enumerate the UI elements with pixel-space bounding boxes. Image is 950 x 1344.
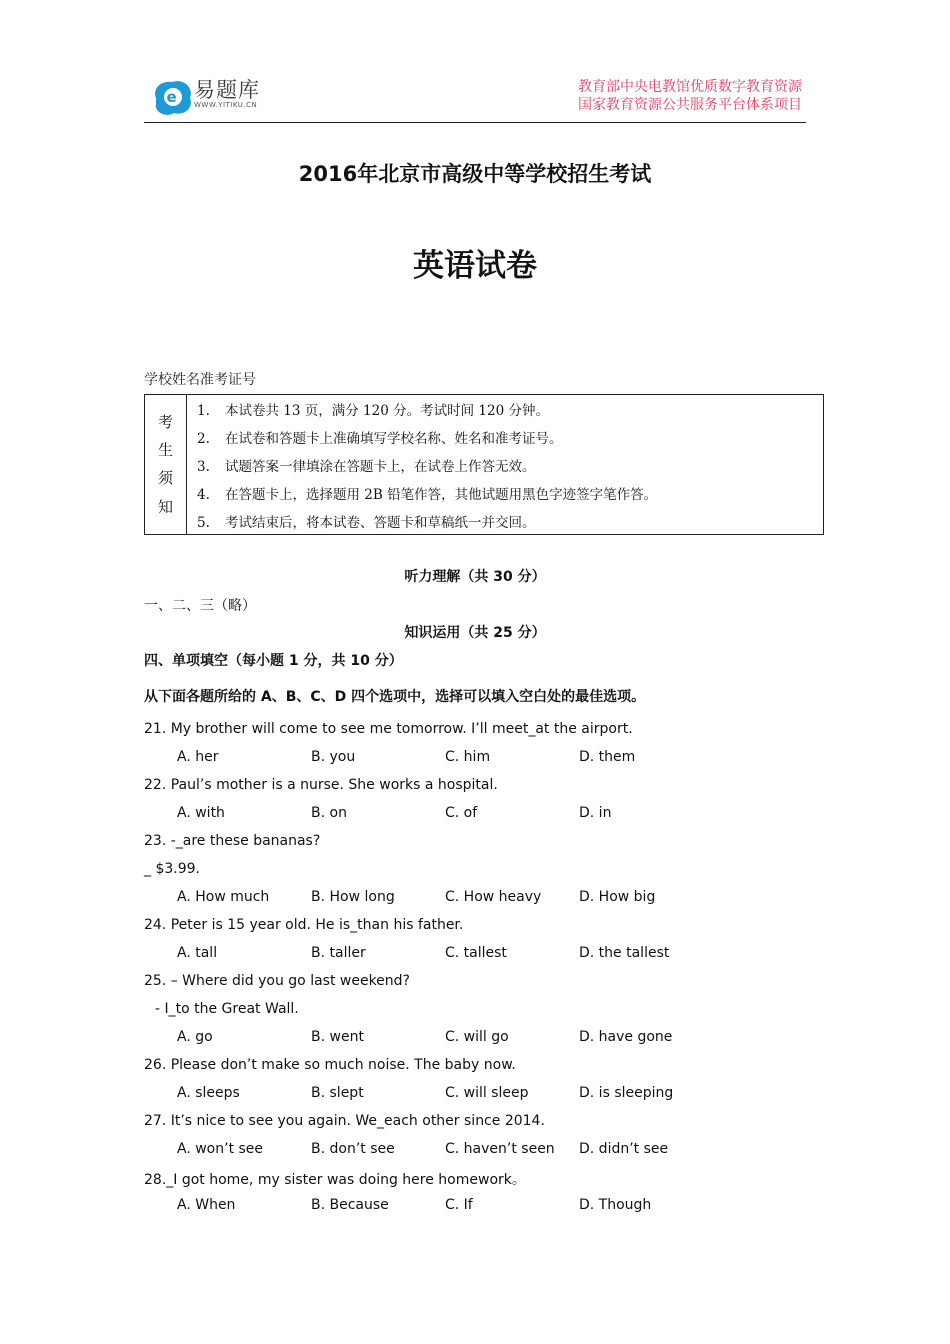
option-d: D. How big: [579, 889, 656, 905]
question-stem: 26. Please don’t make so much noise. The baby now.: [144, 1057, 516, 1073]
option-c: C. haven’t seen: [445, 1141, 555, 1157]
option-c: C. If: [445, 1197, 473, 1213]
option-b: B. on: [311, 805, 347, 821]
option-a: A. tall: [177, 945, 218, 961]
question-stem: 22. Paul’s mother is a nurse. She works a hospital.: [144, 777, 498, 793]
question-stem: 21. My brother will come to see me tomorrow. I’ll meet_at the airport.: [144, 721, 633, 737]
notice-num: 5.: [197, 515, 210, 531]
option-c: C. him: [445, 749, 491, 765]
option-c: C. How heavy: [445, 889, 542, 905]
notice-item: [197, 511, 536, 531]
notice-label: [145, 395, 187, 534]
exam-title: 2016年北京市高级中等学校招生考试: [298, 162, 652, 186]
section-omitted: 一、二、三（略）: [144, 598, 256, 614]
notice-item: [197, 455, 536, 475]
notice-text: 在答题卡上，选择题用 2B 铅笔作答，其他试题用黑色字迹签字笔作答。: [225, 487, 658, 503]
school-name-id-line: 学校姓名准考证号: [144, 372, 256, 388]
option-a: A. When: [177, 1197, 236, 1213]
notice-text: 本试卷共 13 页，满分 120 分。考试时间 120 分钟。: [225, 403, 549, 419]
part4-heading: 四、单项填空（每小题 1 分，共 10 分）: [144, 653, 403, 669]
page-header: [144, 70, 806, 123]
notice-text: 考试结束后，将本试卷、答题卡和草稿纸一并交回。: [225, 515, 536, 531]
option-a: A. with: [177, 805, 225, 821]
logo-url: WWW.YITIKU.CN: [194, 101, 258, 109]
option-b: B. you: [311, 749, 356, 765]
header-right-line1: 教育部中央电教馆优质数字教育资源: [578, 79, 802, 95]
option-a: A. her: [177, 749, 219, 765]
option-d: D. in: [579, 805, 612, 821]
option-c: C. will go: [445, 1029, 509, 1045]
header-right-line2: 国家教育资源公共服务平台体系项目: [578, 97, 802, 113]
paper-title: 英语试卷: [413, 248, 537, 284]
header-right-text: [578, 78, 802, 114]
notice-num: 1.: [197, 403, 210, 419]
notice-text: 在试卷和答题卡上准确填写学校名称、姓名和准考证号。: [225, 431, 563, 447]
option-c: C. of: [445, 805, 478, 821]
exam-notice-box: [144, 394, 824, 535]
option-b: B. don’t see: [311, 1141, 395, 1157]
option-d: D. didn’t see: [579, 1141, 669, 1157]
notice-num: 3.: [197, 459, 210, 475]
option-c: C. tallest: [445, 945, 507, 961]
notice-label-char: 考: [157, 413, 173, 431]
option-d: D. them: [579, 749, 636, 765]
option-d: D. have gone: [579, 1029, 673, 1045]
option-a: A. How much: [177, 889, 270, 905]
option-b: B. taller: [311, 945, 366, 961]
question-stem-reply: _ $3.99.: [144, 861, 200, 877]
option-a: A. won’t see: [177, 1141, 264, 1157]
notice-num: 2.: [197, 431, 210, 447]
notice-label-char: 知: [157, 498, 173, 516]
section-knowledge: 知识运用（共 25 分）: [404, 625, 546, 641]
option-a: A. sleeps: [177, 1085, 240, 1101]
notice-text: 试题答案一律填涂在答题卡上，在试卷上作答无效。: [225, 459, 536, 475]
option-b: B. Because: [311, 1197, 389, 1213]
question-stem: 28._I got home, my sister was doing here homework。: [144, 1172, 526, 1188]
question-stem: 24. Peter is 15 year old. He is_than his father.: [144, 917, 464, 933]
option-b: B. slept: [311, 1085, 364, 1101]
option-d: D. is sleeping: [579, 1085, 674, 1101]
question-stem-reply: - I_to the Great Wall.: [155, 1001, 299, 1017]
notice-item: [197, 483, 657, 503]
question-stem: 27. It’s nice to see you again. We_each other since 2014.: [144, 1113, 545, 1129]
option-a: A. go: [177, 1029, 213, 1045]
svg-text:e: e: [166, 88, 177, 106]
notice-label-char: 生: [157, 441, 173, 459]
option-b: B. How long: [311, 889, 395, 905]
option-d: D. the tallest: [579, 945, 670, 961]
option-b: B. went: [311, 1029, 364, 1045]
part4-instruction: 从下面各题所给的 A、B、C、D 四个选项中，选择可以填入空白处的最佳选项。: [144, 689, 646, 705]
option-d: D. Though: [579, 1197, 652, 1213]
question-stem: 23. -_are these bananas?: [144, 833, 321, 849]
option-c: C. will sleep: [445, 1085, 529, 1101]
logo-name: 易题库: [194, 78, 260, 102]
question-stem: 25. – Where did you go last weekend?: [144, 973, 410, 989]
notice-label-char: 须: [157, 469, 173, 487]
section-listening: 听力理解（共 30 分）: [404, 569, 546, 585]
notice-item: [197, 399, 549, 419]
notice-item: [197, 427, 563, 447]
notice-num: 4.: [197, 487, 210, 503]
